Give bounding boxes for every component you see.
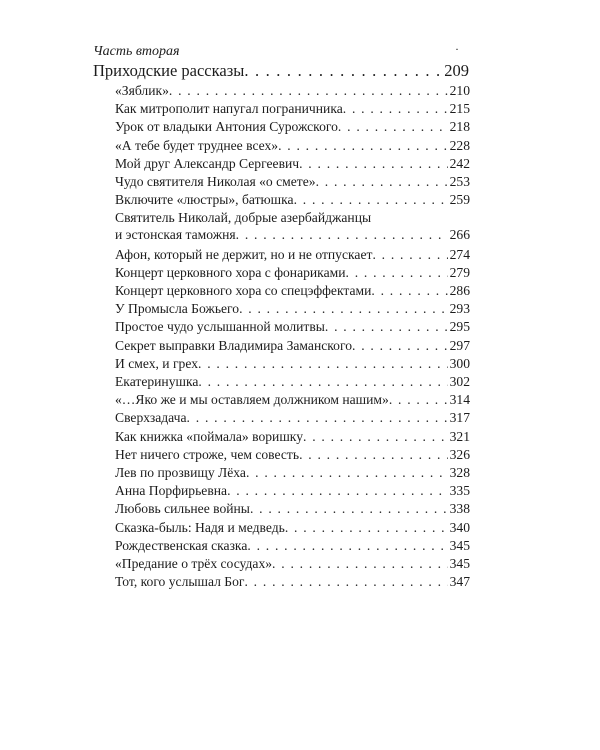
entry-title: «Зяблик» [115, 83, 169, 98]
dot-leader [236, 226, 448, 243]
dot-leader [346, 264, 448, 282]
entry-title: «…Яко же и мы оставляем должником нашим» [115, 392, 389, 408]
entry-title: «А тебе будет труднее всех» [115, 137, 279, 153]
toc-list [115, 82, 470, 591]
toc-entry [115, 191, 470, 209]
toc-entry [115, 118, 470, 136]
entry-page-number: 314 [449, 392, 470, 408]
toc-entry [115, 173, 470, 191]
dot-leader [250, 500, 448, 518]
dot-leader [169, 82, 448, 100]
toc-entry [115, 282, 470, 300]
entry-page-number: 253 [449, 173, 470, 189]
entry-title: Концерт церковного хора со спецэффектами [115, 283, 372, 299]
dot-leader [325, 318, 448, 336]
entry-page-number: 326 [449, 446, 470, 462]
dot-leader [198, 355, 448, 373]
entry-page-number: 345 [449, 537, 470, 553]
entry-title: Нет ничего строже, чем совесть [115, 446, 300, 462]
entry-page-number: 259 [449, 192, 470, 208]
section-title: Приходские рассказы [93, 61, 245, 80]
toc-entry [115, 482, 470, 500]
dot-leader [299, 155, 448, 173]
dot-leader [247, 537, 447, 555]
dot-leader [352, 337, 448, 355]
entry-page-number: 210 [449, 83, 470, 98]
toc-entry [115, 209, 470, 245]
entry-page-number: 338 [449, 501, 470, 517]
dot-leader [227, 482, 448, 500]
entry-page-number: 228 [449, 137, 470, 153]
entry-title: Анна Порфирьевна [115, 483, 228, 499]
entry-title: Включите «люстры», батюшка [115, 192, 294, 208]
entry-title-line-1: Святитель Николай, добрые азербайджанцы [115, 210, 372, 226]
toc-entry [115, 428, 470, 446]
entry-title: Любовь сильнее войны [115, 501, 250, 517]
toc-entry [115, 391, 470, 409]
part-label: Часть вторая [93, 44, 180, 59]
entry-title: Екатеринушка [115, 374, 199, 390]
entry-page-number: 302 [449, 374, 470, 390]
entry-page-number: 266 [449, 227, 470, 243]
entry-page-number: 297 [449, 337, 470, 353]
entry-title: Чудо святителя Николая «о смете» [115, 173, 316, 189]
entry-page-number: 293 [449, 301, 470, 317]
toc-entry [115, 355, 470, 373]
entry-page-number: 345 [449, 555, 470, 571]
entry-title: «Предание о трёх сосудах» [115, 555, 273, 571]
entry-second-line [115, 226, 470, 243]
entry-title: Как книжка «поймала» воришку [115, 428, 303, 444]
entry-page-number: 340 [449, 519, 470, 535]
dot-leader [294, 191, 448, 209]
entry-page-number: 300 [449, 355, 470, 371]
dot-leader [198, 373, 447, 391]
toc-entry [115, 264, 470, 282]
section-page-number: 209 [444, 61, 469, 80]
entry-title: Сказка-быль: Надя и медведь [115, 519, 285, 535]
toc-entry [115, 300, 470, 318]
dot-leader [389, 391, 448, 409]
entry-page-number: 274 [449, 246, 470, 262]
dot-leader [303, 428, 448, 446]
dot-leader [187, 409, 448, 427]
entry-title-line-2: и эстонская таможня [115, 227, 236, 243]
toc-entry [115, 464, 470, 482]
toc-entry [115, 446, 470, 464]
entry-page-number: 215 [449, 101, 470, 117]
entry-title: Простое чудо услышанной молитвы [115, 319, 325, 335]
dot-leader [316, 173, 448, 191]
corner-mark: · [455, 42, 459, 56]
entry-page-number: 279 [449, 264, 470, 280]
toc-entry [115, 537, 470, 555]
dot-leader [272, 555, 448, 573]
toc-entry [115, 500, 470, 518]
entry-title: Урок от владыки Антония Сурожского [115, 119, 338, 135]
entry-page-number: 242 [449, 155, 470, 171]
toc-entry [115, 82, 470, 100]
entry-title: Сверхзадача [115, 410, 187, 426]
dot-leader [299, 446, 448, 464]
entry-page-number: 321 [449, 428, 470, 444]
dot-leader [246, 464, 448, 482]
toc-entry [115, 555, 470, 573]
entry-page-number: 328 [449, 464, 470, 480]
entry-title: Концерт церковного хора с фонариками [115, 264, 346, 280]
entry-title: И смех, и грех [115, 355, 198, 371]
section-heading [93, 61, 469, 81]
dot-leader [372, 246, 447, 264]
entry-title: У Промысла Божьего [115, 301, 240, 317]
toc-entry [115, 318, 470, 336]
entry-title: Тот, кого услышал Бог [115, 574, 245, 590]
entry-title: Секрет выправки Владимира Заманского [115, 337, 353, 353]
dot-leader [338, 118, 448, 136]
toc-entry [115, 137, 470, 155]
dot-leader [285, 519, 448, 537]
entry-title: Как митрополит напугал пограничника [115, 101, 343, 117]
toc-entry [115, 100, 470, 118]
toc-entry [115, 155, 470, 173]
entry-page-number: 335 [449, 483, 470, 499]
entry-title: Мой друг Александр Сергеевич [115, 155, 300, 171]
dot-leader [343, 100, 448, 118]
toc-entry [115, 519, 470, 537]
dot-leader [371, 282, 447, 300]
toc-entry [115, 373, 470, 391]
dot-leader [244, 573, 447, 591]
toc-entry [115, 573, 470, 591]
toc-entry [115, 337, 470, 355]
dot-leader [239, 300, 448, 318]
dot-leader [244, 61, 442, 81]
toc-entry [115, 246, 470, 264]
entry-page-number: 295 [449, 319, 470, 335]
entry-title: Лев по прозвищу Лёха [115, 464, 246, 480]
toc-entry [115, 409, 470, 427]
entry-page-number: 286 [449, 283, 470, 299]
entry-page-number: 347 [449, 574, 470, 590]
entry-page-number: 317 [449, 410, 470, 426]
dot-leader [278, 137, 448, 155]
entry-title: Афон, который не держит, но и не отпускает [115, 246, 373, 262]
entry-page-number: 218 [449, 119, 470, 135]
entry-title: Рождественская сказка [115, 537, 248, 553]
